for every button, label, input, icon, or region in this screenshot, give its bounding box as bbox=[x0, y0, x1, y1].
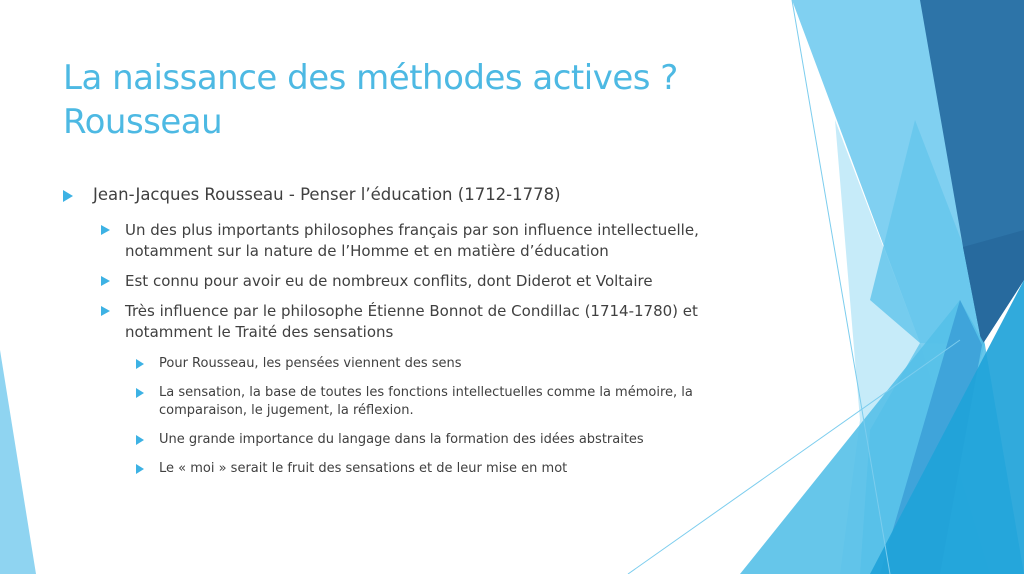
sub-sub-bullet-text: Une grande importance du langage dans la formation des idées abstraites bbox=[159, 432, 644, 447]
sub-sub-bullet-item bbox=[136, 384, 743, 420]
triangle-bullet-icon bbox=[101, 306, 110, 316]
sub-sub-bullet-text: Le « moi » serait le fruit des sensations et de leur mise en mot bbox=[159, 461, 568, 476]
left-sliver-shape bbox=[0, 350, 36, 574]
sub-bullet-item bbox=[101, 271, 743, 292]
triangle-bullet-icon bbox=[136, 359, 144, 369]
bullet-item bbox=[63, 184, 743, 206]
sub-bullet-text: Est connu pour avoir eu de nombreux conflits, dont Diderot et Voltaire bbox=[125, 272, 653, 290]
bullet-text: Jean-Jacques Rousseau - Penser l’éducation (1712-1778) bbox=[93, 185, 561, 204]
sub-bullet-item bbox=[101, 301, 743, 343]
sub-bullet-item bbox=[101, 220, 743, 262]
title-line-1: La naissance des méthodes actives ? bbox=[63, 58, 678, 98]
sub-sub-bullet-text: La sensation, la base de toutes les fonctions intellectuelles comme la mémoire, la comparaison, le jugement, la réflexion. bbox=[159, 385, 693, 418]
triangle-bullet-icon bbox=[101, 276, 110, 286]
triangle-bullet-icon bbox=[136, 435, 144, 445]
sub-bullet-text: Un des plus importants philosophes français par son influence intellectuelle, notamment sur la nature de l’Homme et en matière d’éducation bbox=[125, 221, 699, 260]
sub-sub-bullet-item bbox=[136, 355, 743, 373]
sub-sub-bullet-text: Pour Rousseau, les pensées viennent des sens bbox=[159, 356, 462, 371]
sub-bullet-text: Très influence par le philosophe Étienne Bonnot de Condillac (1714-1780) et notamment le Traité des sensations bbox=[125, 302, 698, 341]
slide-title bbox=[63, 56, 678, 144]
slide-content bbox=[63, 184, 743, 489]
title-line-2: Rousseau bbox=[63, 102, 223, 142]
triangle-bullet-icon bbox=[101, 225, 110, 235]
triangle-bullet-icon bbox=[136, 464, 144, 474]
sub-sub-bullet-item bbox=[136, 460, 743, 478]
triangle-bullet-icon bbox=[136, 388, 144, 398]
sub-sub-bullet-item bbox=[136, 431, 743, 449]
triangle-bullet-icon bbox=[63, 190, 73, 202]
